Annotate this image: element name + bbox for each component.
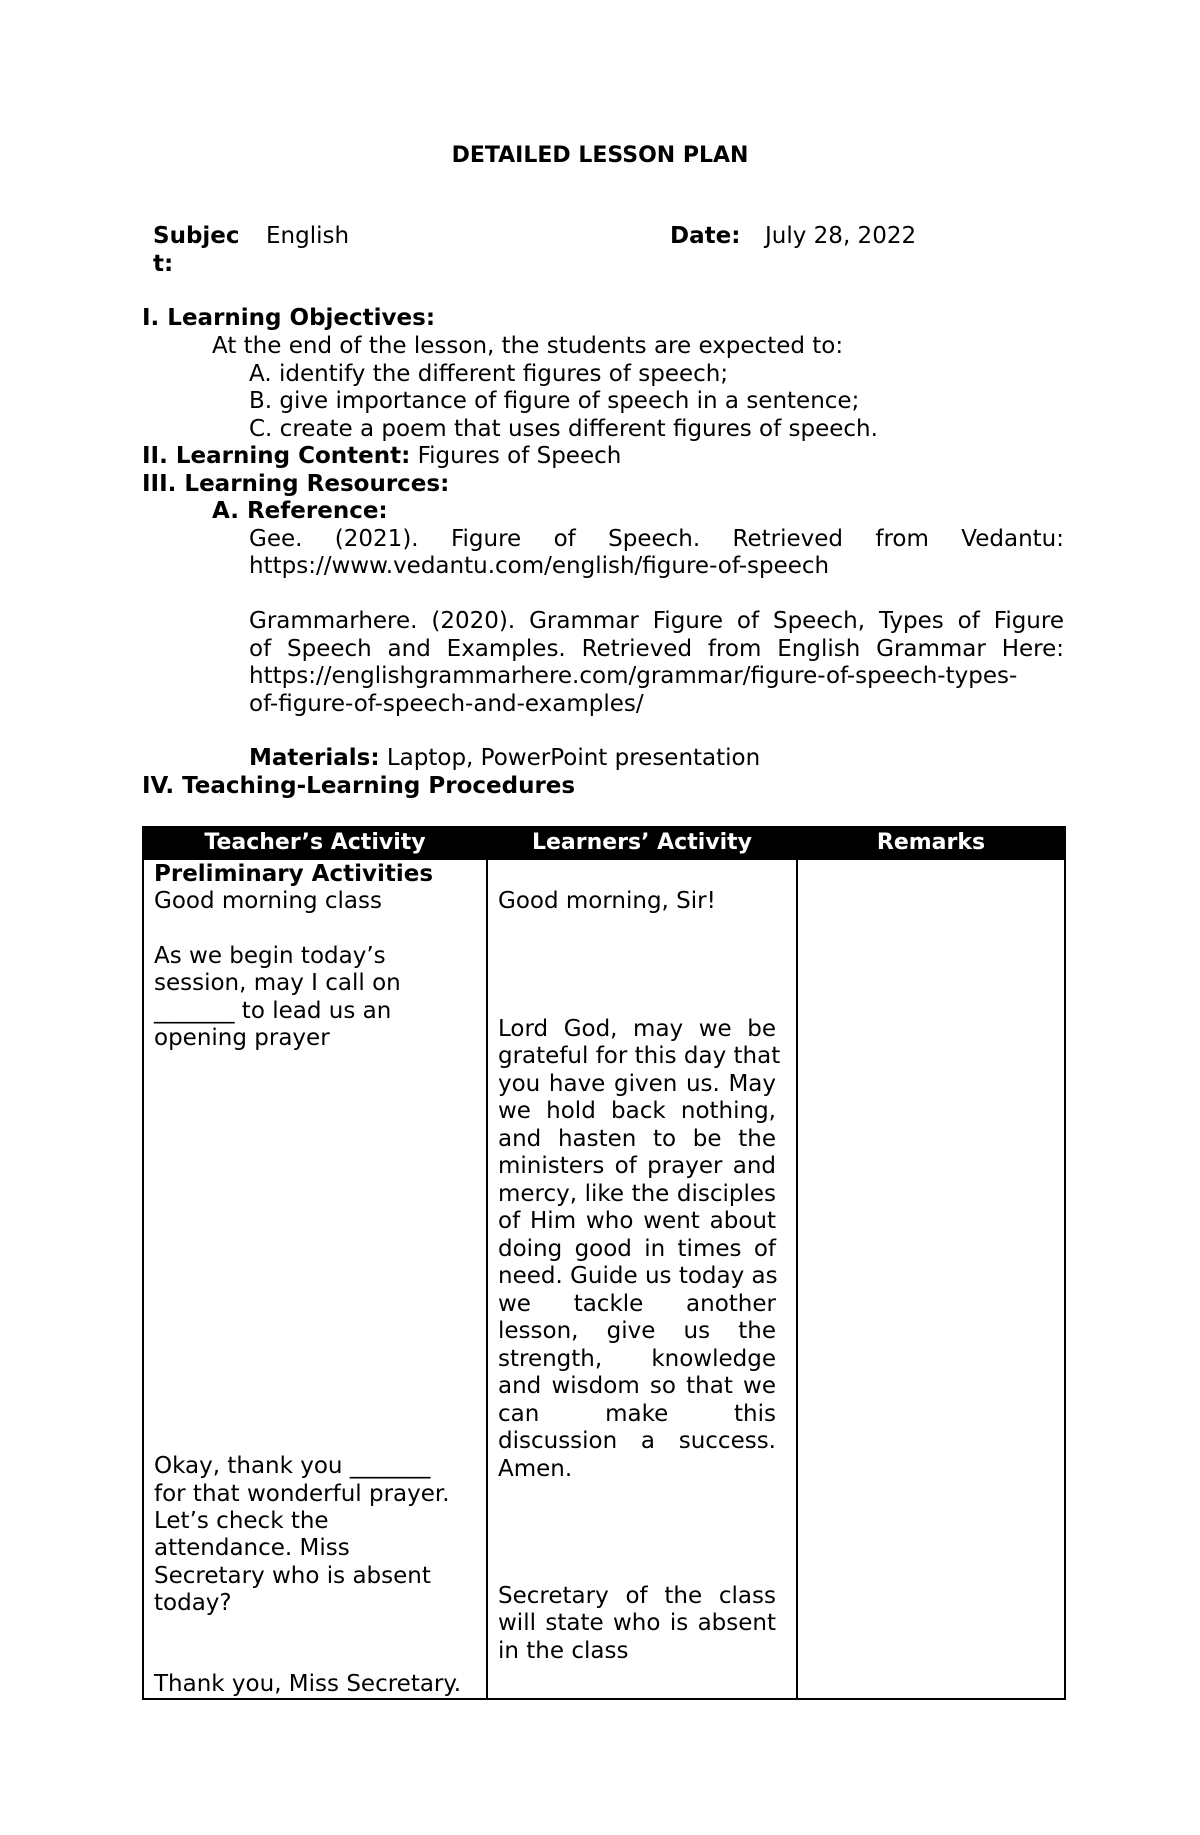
teacher-prayer-line: opening prayer [154, 1025, 330, 1051]
prayer-line: we tackle another [498, 1291, 776, 1317]
objectives-heading: I. Learning Objectives: [142, 305, 436, 331]
prayer-line: of Him who went about [498, 1208, 776, 1234]
prayer-line: ministers of prayer and [498, 1153, 776, 1179]
prayer-line: we hold back nothing, [498, 1098, 776, 1124]
table-row [143, 859, 1065, 1699]
teacher-attendance-line: Secretary who is absent [154, 1563, 431, 1589]
procedures-table [142, 826, 1066, 1700]
reference-heading: A. Reference: [212, 498, 388, 524]
reference-2-line1: Grammarhere. (2020). Grammar Figure of Speech, Types of Figure [249, 608, 1064, 634]
prayer-line: Lord God, may we be [498, 1016, 776, 1042]
preliminary-activities-heading: Preliminary Activities [154, 861, 434, 887]
secretary-line: in the class [498, 1638, 629, 1664]
prayer-line: and wisdom so that we [498, 1373, 776, 1399]
materials-value: Laptop, PowerPoint presentation [386, 745, 761, 771]
prayer-line: and hasten to be the [498, 1126, 776, 1152]
teacher-thank-secretary: Thank you, Miss Secretary. [154, 1671, 462, 1697]
objective-b: B. give importance of figure of speech in a sentence; [249, 388, 860, 414]
materials-label: Materials: [249, 745, 380, 771]
prayer-line: you have given us. May [498, 1071, 776, 1097]
teacher-greeting: Good morning class [154, 888, 382, 914]
objective-c: C. create a poem that uses different figures of speech. [249, 416, 878, 442]
objective-a: A. identify the different figures of speech; [249, 361, 729, 387]
resources-heading: III. Learning Resources: [142, 471, 450, 497]
procedures-heading: IV. Teaching-Learning Procedures [142, 773, 576, 799]
teacher-attendance-line: today? [154, 1590, 232, 1616]
date-value: July 28, 2022 [765, 223, 917, 249]
teacher-attendance-line: Let’s check the [154, 1508, 329, 1534]
remarks-cell [797, 859, 1065, 1699]
prayer-line: strength, knowledge [498, 1346, 776, 1372]
teacher-attendance-line: attendance. Miss [154, 1535, 350, 1561]
learning-content [142, 442, 621, 470]
content-value: Figures of Speech [417, 443, 622, 469]
header-teacher-activity: Teacher’s Activity [143, 827, 487, 859]
objectives-intro: At the end of the lesson, the students are expected to: [212, 333, 844, 359]
prayer-line: grateful for this day that [498, 1043, 781, 1069]
subject-label-line1: Subjec [153, 223, 240, 249]
prayer-line: need. Guide us today as [498, 1263, 778, 1289]
reference-1-line2: https://www.vedantu.com/english/figure-of-speech [249, 553, 830, 579]
secretary-line: will state who is absent [498, 1610, 776, 1636]
page-title: DETAILED LESSON PLAN [451, 143, 749, 168]
reference-2-line3: https://englishgrammarhere.com/grammar/figure-of-speech-types- [249, 663, 1018, 689]
learners-activity-cell [487, 859, 797, 1699]
prayer-line: doing good in times of [498, 1236, 776, 1262]
reference-2-line4: of-figure-of-speech-and-examples/ [249, 691, 644, 717]
teacher-activity-cell [143, 859, 487, 1699]
table-header-row [143, 827, 1065, 859]
subject-label-line2: t: [153, 251, 174, 277]
subject-value: English [266, 223, 350, 249]
materials [249, 744, 760, 772]
prayer-line: lesson, give us the [498, 1318, 776, 1344]
teacher-prayer-line: _______ to lead us an [154, 998, 392, 1024]
reference-2-line2: of Speech and Examples. Retrieved from English Grammar Here: [249, 636, 1064, 662]
date-label: Date: [670, 223, 741, 249]
teacher-prayer-line: session, may I call on [154, 970, 401, 996]
prayer-line: mercy, like the disciples [498, 1181, 776, 1207]
teacher-prayer-line: As we begin today’s [154, 943, 386, 969]
prayer-line: Amen. [498, 1456, 573, 1482]
secretary-line: Secretary of the class [498, 1583, 776, 1609]
header-remarks: Remarks [797, 827, 1065, 859]
prayer-line: discussion a success. [498, 1428, 776, 1454]
prayer-line: can make this [498, 1401, 776, 1427]
content-heading: II. Learning Content: [142, 443, 411, 469]
header-learners-activity: Learners’ Activity [487, 827, 797, 859]
reference-1-line1: Gee. (2021). Figure of Speech. Retrieved from Vedantu: [249, 526, 1064, 552]
teacher-attendance-line: Okay, thank you _______ [154, 1453, 431, 1479]
teacher-attendance-line: for that wonderful prayer. [154, 1481, 450, 1507]
learners-greeting: Good morning, Sir! [498, 888, 716, 914]
